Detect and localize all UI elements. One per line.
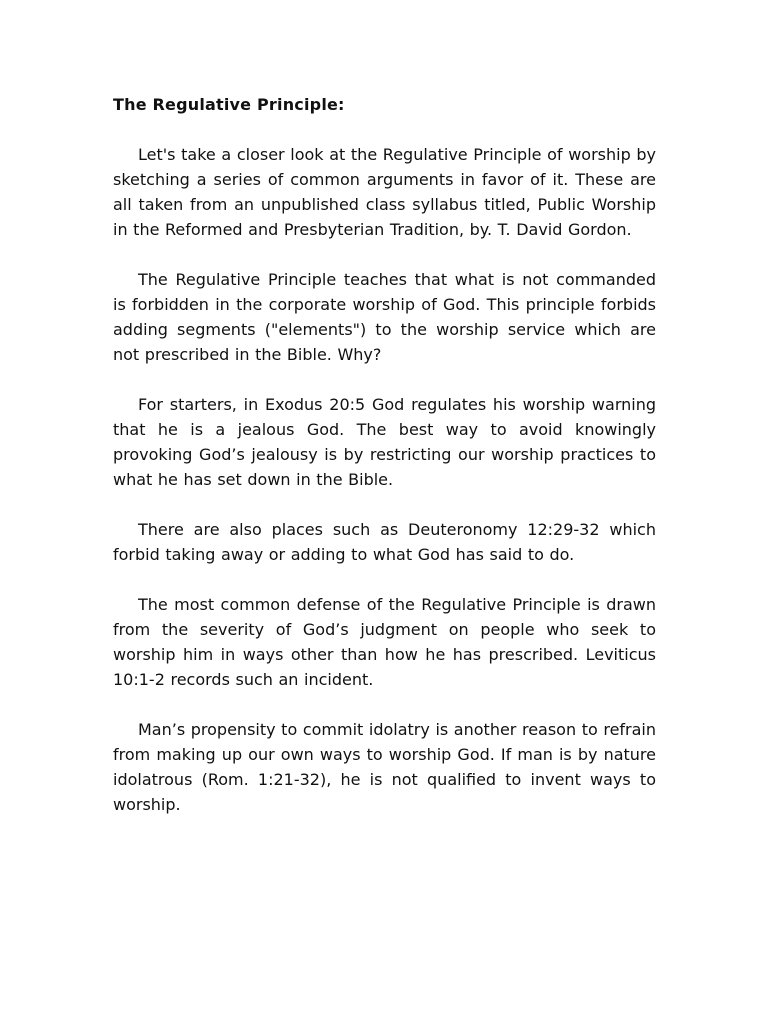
paragraph-exodus: For starters, in Exodus 20:5 God regulates his worship warning that he is a jealous God. The best way to avoid knowingly provoking God’s jealousy is by restricting our worship practices to what he has set down in the Bible.: [113, 395, 656, 489]
document-page: [113, 92, 656, 842]
paragraph-intro: Let's take a closer look at the Regulative Principle of worship by sketching a series of common arguments in favor of it. These are all taken from an unpublished class syllabus titled, Public Worship in the Reformed and Presbyterian Tradition, by. T. David Gordon.: [113, 145, 656, 239]
paragraph-idolatry: Man’s propensity to commit idolatry is another reason to refrain from making up our own ways to worship God. If man is by nature idolatrous (Rom. 1:21-32), he is not qualified to invent ways to worship.: [113, 720, 657, 814]
paragraph-deuteronomy: There are also places such as Deuteronomy 12:29-32 which forbid taking away or adding to what God has said to do.: [113, 520, 656, 564]
paragraph-leviticus: The most common defense of the Regulative Principle is drawn from the severity of God’s judgment on people who seek to worship him in ways other than how he has prescribed. Leviticus 10:1-2 records such an incident.: [113, 595, 656, 689]
document-title: The Regulative Principle:: [113, 95, 345, 114]
paragraph-definition: The Regulative Principle teaches that what is not commanded is forbidden in the corporate worship of God. This principle forbids adding segments ("elements") to the worship service which are not prescribed in the Bible. Why?: [113, 270, 656, 364]
